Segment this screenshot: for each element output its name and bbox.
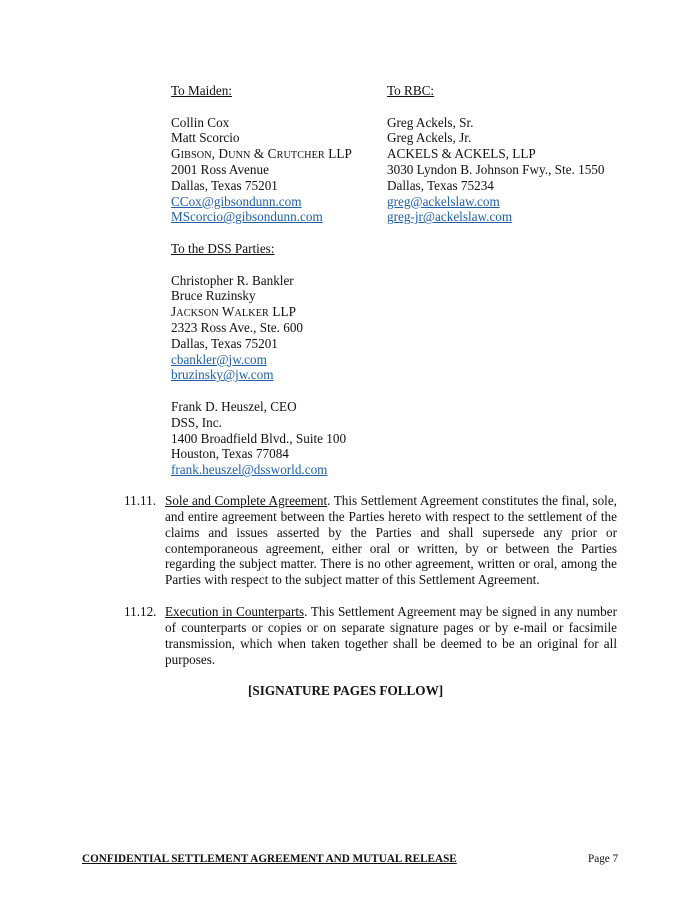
maiden-name-1: Collin Cox: [171, 114, 230, 130]
notice-dss: [171, 241, 303, 383]
maiden-email-1[interactable]: CCox@gibsondunn.com: [171, 193, 302, 209]
page-number: Page 7: [588, 853, 619, 865]
maiden-city: Dallas, Texas 75201: [171, 177, 278, 193]
dss-ceo-city: Houston, Texas 77084: [171, 446, 289, 462]
maiden-address: 2001 Ross Avenue: [171, 161, 269, 177]
maiden-name-2: Matt Scorcio: [171, 130, 240, 146]
section-execution-counterparts: [165, 604, 617, 667]
dss-email-2[interactable]: bruzinsky@jw.com: [171, 367, 274, 383]
section-number: 11.12.: [124, 604, 157, 619]
dss-city: Dallas, Texas 75201: [171, 335, 278, 351]
notice-dss-ceo: [171, 399, 346, 478]
rbc-address: 3030 Lyndon B. Johnson Fwy., Ste. 1550: [387, 161, 605, 177]
dss-ceo-name: Frank D. Heuszel, CEO: [171, 399, 297, 414]
rbc-heading: To RBC:: [387, 83, 435, 98]
notice-rbc: [387, 83, 605, 225]
rbc-firm: ACKELS & ACKELS, LLP: [387, 146, 536, 162]
dss-email-1[interactable]: cbankler@jw.com: [171, 351, 267, 367]
rbc-email-1[interactable]: greg@ackelslaw.com: [387, 193, 500, 209]
section-title: Sole and Complete Agreement: [165, 493, 328, 508]
section-body: . This Settlement Agreement may be signed in any number of counterparts or copies or on separate signature pages or by e-mail or facsimile transmission, which when taken together shall be deemed to be an original for all purposes.: [165, 604, 617, 667]
notice-maiden: [171, 83, 352, 225]
dss-address: 2323 Ross Ave., Ste. 600: [171, 319, 304, 335]
section-title: Execution in Counterparts: [165, 604, 305, 619]
section-number: 11.11.: [124, 493, 156, 508]
section-body: . This Settlement Agreement constitutes the final, sole, and entire agreement between the Parties hereto with respect to the settlement of the claims and issues asserted by the Parties and shall supersede any prior or contemporaneous agreement, either oral or written, by or between the Parties regarding the subject matter. There is no other agreement, written or oral, among the Parties with respect to the subject matter of this Settlement Agreement.: [165, 493, 617, 588]
rbc-city: Dallas, Texas 75234: [387, 177, 494, 193]
footer-title: CONFIDENTIAL SETTLEMENT AGREEMENT AND MUTUAL RELEASE: [82, 853, 457, 865]
dss-firm: JACKSON WALKER LLP: [171, 304, 297, 320]
dss-ceo-company: DSS, Inc.: [171, 414, 222, 430]
dss-ceo-email[interactable]: frank.heuszel@dssworld.com: [171, 462, 328, 478]
rbc-email-2[interactable]: greg-jr@ackelslaw.com: [387, 209, 513, 225]
rbc-name-1: Greg Ackels, Sr.: [387, 114, 474, 130]
dss-name-2: Bruce Ruzinsky: [171, 288, 256, 304]
section-sole-complete-agreement: [165, 493, 617, 588]
signature-pages-note: [SIGNATURE PAGES FOLLOW]: [248, 683, 444, 698]
maiden-heading: To Maiden:: [171, 83, 232, 98]
dss-heading: To the DSS Parties:: [171, 241, 275, 256]
maiden-email-2[interactable]: MScorcio@gibsondunn.com: [171, 209, 323, 225]
dss-name-1: Christopher R. Bankler: [171, 272, 294, 288]
dss-ceo-address: 1400 Broadfield Blvd., Suite 100: [171, 430, 347, 446]
maiden-firm: GIBSON, DUNN & CRUTCHER LLP: [171, 146, 352, 162]
rbc-name-2: Greg Ackels, Jr.: [387, 130, 472, 146]
